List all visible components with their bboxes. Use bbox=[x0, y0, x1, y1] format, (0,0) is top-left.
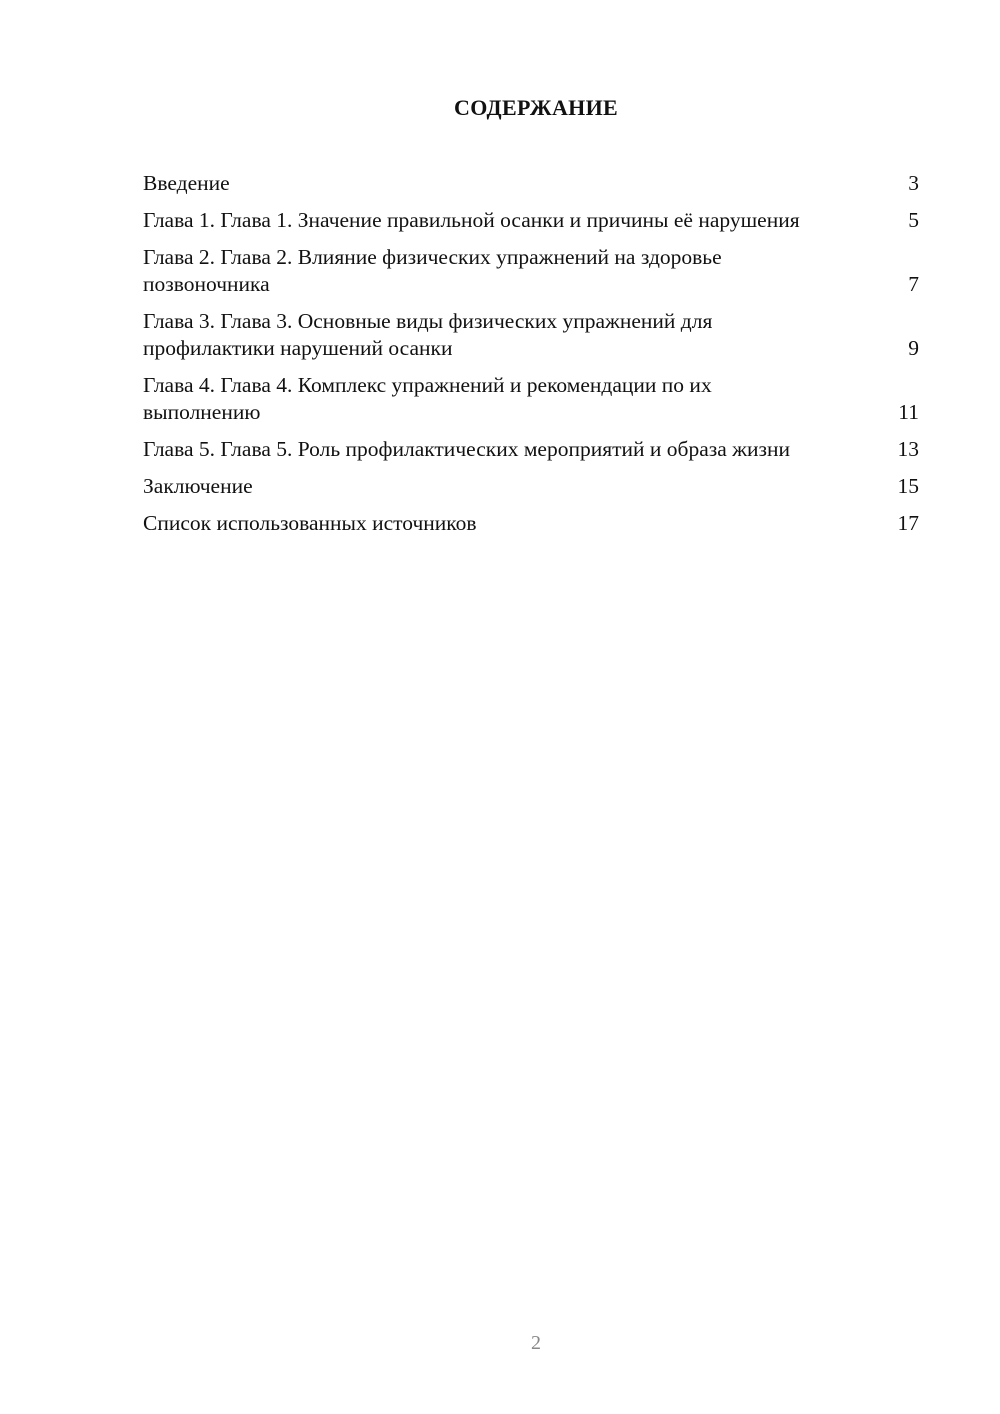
toc-entry-page: 11 bbox=[898, 400, 919, 424]
page-number: 2 bbox=[531, 1332, 541, 1354]
toc-entry-conclusion bbox=[143, 473, 919, 500]
toc-entry-text: Глава 2. Глава 2. Влияние физических упражнений на здоровье позвоночника bbox=[143, 245, 722, 296]
toc-entry-chapter-5 bbox=[143, 436, 919, 463]
toc-entry-page: 9 bbox=[908, 336, 919, 360]
toc-entry-text: Глава 3. Глава 3. Основные виды физических упражнений для профилактики нарушений осанки bbox=[143, 309, 713, 360]
toc-entry-text: Глава 4. Глава 4. Комплекс упражнений и рекомендации по их выполнению bbox=[143, 373, 712, 424]
toc-title: СОДЕРЖАНИЕ bbox=[454, 95, 618, 120]
toc-entry-text: Заключение bbox=[143, 474, 253, 498]
toc-entry-chapter-4 bbox=[143, 372, 919, 426]
toc-entry-page: 17 bbox=[897, 511, 919, 535]
toc-entry-introduction bbox=[143, 170, 919, 197]
toc-entry-page: 15 bbox=[897, 474, 919, 498]
toc-entry-references bbox=[143, 510, 919, 537]
toc-entry-page: 3 bbox=[908, 171, 919, 195]
toc-entry-text: Глава 1. Глава 1. Значение правильной осанки и причины её нарушения bbox=[143, 208, 800, 232]
toc-entry-page: 13 bbox=[897, 437, 919, 461]
toc-entry-text: Введение bbox=[143, 171, 230, 195]
toc-entry-chapter-1 bbox=[143, 207, 919, 234]
toc-list bbox=[143, 170, 919, 547]
toc-entry-chapter-2 bbox=[143, 244, 919, 298]
toc-entry-text: Глава 5. Глава 5. Роль профилактических мероприятий и образа жизни bbox=[143, 437, 791, 461]
toc-entry-text: Список использованных источников bbox=[143, 511, 477, 535]
toc-entry-chapter-3 bbox=[143, 308, 919, 362]
toc-entry-page: 5 bbox=[908, 208, 919, 232]
toc-entry-page: 7 bbox=[908, 272, 919, 296]
